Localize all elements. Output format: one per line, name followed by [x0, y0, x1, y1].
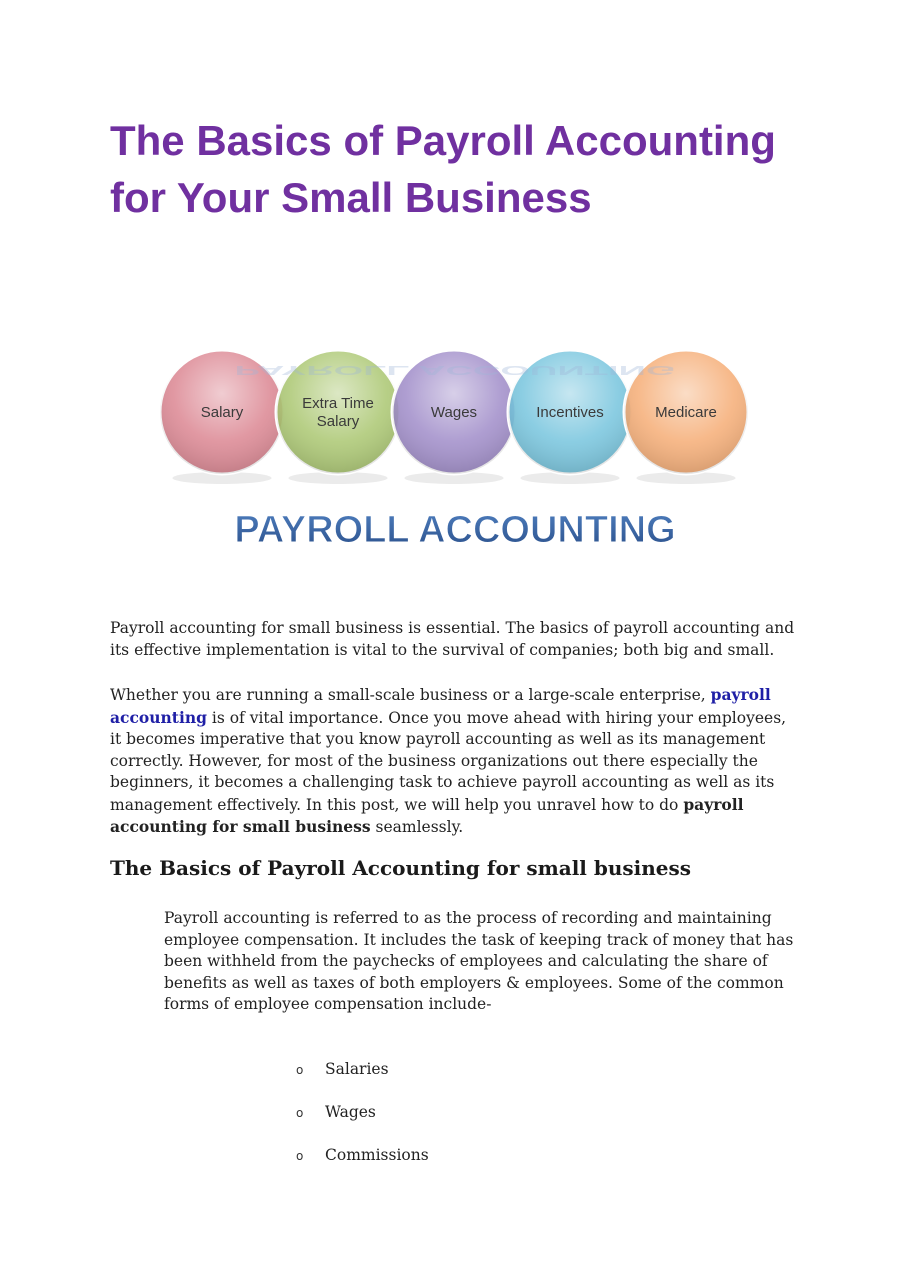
- bullet-icon: o: [296, 1149, 304, 1163]
- list-item: [296, 1058, 429, 1101]
- page-title: The Basics of Payroll Accounting for Your Small Business: [110, 117, 776, 221]
- diagram-circle-label: Incentives: [536, 404, 604, 421]
- list-item-label: Salaries: [325, 1060, 389, 1078]
- definition-paragraph: Payroll accounting is referred to as the process of recording and maintaining employee compensation. It includes the task of keeping track of money that has been withheld from the paychecks of employees and calculating the share of benefits as well as taxes of both employers & employees. Some of the common forms of employee compensation include-: [164, 909, 794, 1013]
- compensation-list: [296, 1058, 429, 1187]
- bullet-icon: o: [296, 1106, 304, 1120]
- payroll-diagram: [150, 340, 760, 570]
- para2-text-middle: is of vital importance. Once you move ahead with hiring your employees, it becomes imperative that you know payroll accounting as well as its management correctly. However, for most of the business organizations out there especially the beginners, it becomes a challenging task to achieve payroll accounting as well as its management effectively. In this post, we will help you unravel how to do: [110, 708, 787, 814]
- para2-bold-phrase: payroll accounting for small business: [110, 794, 744, 836]
- payroll-accounting-figure: [150, 340, 760, 570]
- diagram-circle-label: Salary: [200, 404, 244, 421]
- diagram-circle-label: Extra Time: [302, 395, 374, 412]
- payroll-accounting-link[interactable]: payroll accounting: [110, 685, 771, 727]
- bullet-icon: o: [296, 1063, 304, 1077]
- list-item: [296, 1144, 429, 1187]
- importance-paragraph: [110, 684, 800, 839]
- diagram-circle-label: Medicare: [655, 404, 717, 421]
- figure-caption: PAYROLL ACCOUNTING: [234, 509, 676, 551]
- list-item-label: Wages: [325, 1103, 376, 1121]
- diagram-circle-label: Wages: [430, 404, 478, 421]
- intro-paragraph: Payroll accounting for small business is essential. The basics of payroll accounting and its effective implementation is vital to the survival of companies; both big and small.: [110, 619, 795, 659]
- list-item: [296, 1101, 429, 1144]
- para2-text-before: Whether you are running a small-scale business or a large-scale enterprise,: [110, 686, 711, 704]
- list-item-label: Commissions: [325, 1146, 429, 1164]
- figure-caption-reflection: PAYROLL ACCOUNTING: [234, 362, 676, 378]
- section-heading: The Basics of Payroll Accounting for small business: [110, 856, 692, 880]
- para2-text-after: seamlessly.: [370, 818, 464, 836]
- diagram-circle-label: Salary: [316, 413, 360, 430]
